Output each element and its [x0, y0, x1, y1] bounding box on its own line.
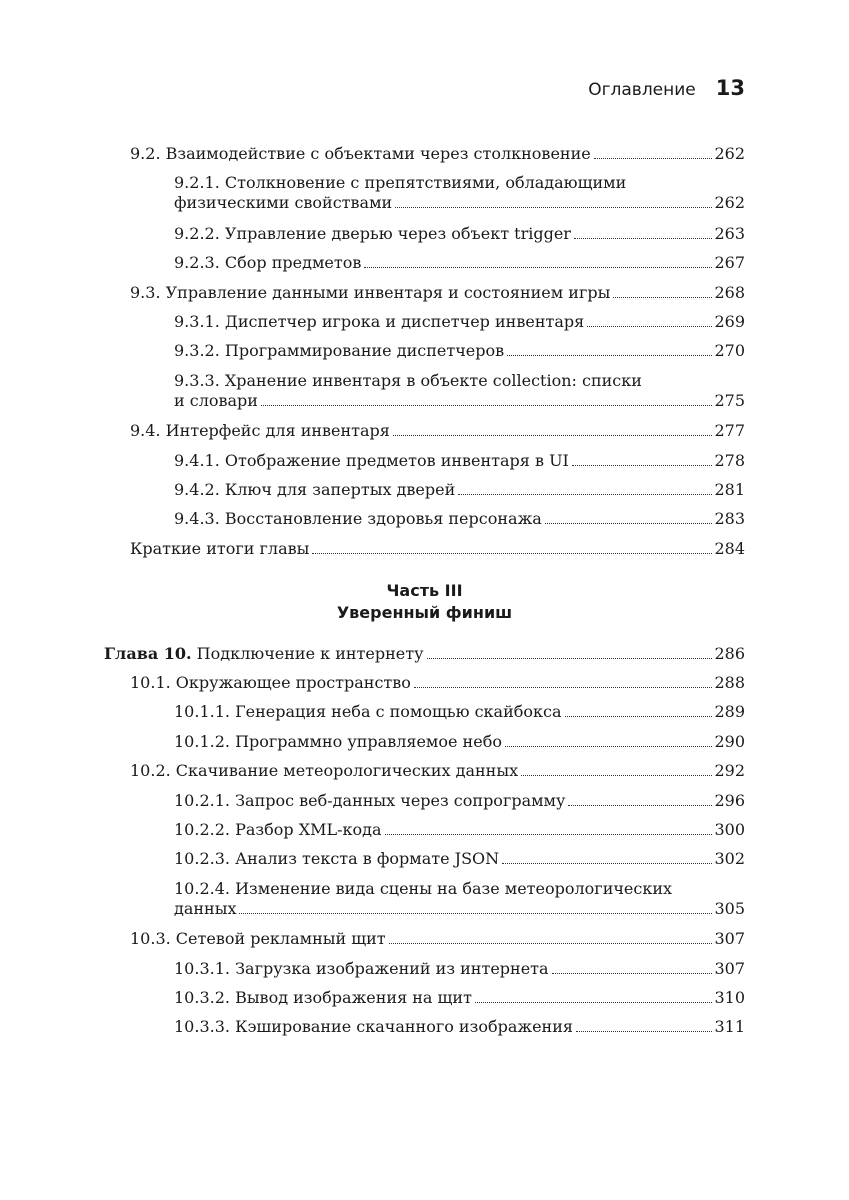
leader-dots — [458, 494, 712, 495]
toc-entry[interactable] — [174, 791, 745, 811]
leader-dots — [502, 863, 712, 864]
page-ref: 307 — [714, 958, 745, 978]
entry-title: физическими свойствами — [174, 193, 393, 213]
leader-dots — [552, 973, 713, 974]
entry-title: 9.4.3. Восстановление здоровья персонажа — [174, 509, 542, 529]
page-ref: 288 — [714, 673, 745, 692]
leader-dots — [613, 297, 712, 298]
leader-dots — [505, 746, 713, 747]
page-ref: 267 — [714, 253, 745, 273]
page-ref: 307 — [714, 929, 745, 949]
entry-title: 10.2. Скачивание метеорологических данных — [130, 761, 519, 781]
toc-entry[interactable] — [174, 253, 745, 273]
entry-title: 9.3.1. Диспетчер игрока и диспетчер инвентаря — [174, 312, 585, 331]
leader-dots — [568, 805, 712, 806]
leader-dots — [521, 775, 712, 776]
page-ref: 292 — [714, 761, 745, 781]
toc-entry[interactable] — [174, 451, 745, 471]
entry-title: 9.2. Взаимодействие с объектами через столкновение — [130, 144, 591, 163]
toc-entry[interactable] — [130, 421, 745, 441]
part-label: Часть III — [386, 581, 463, 600]
page-ref: 302 — [714, 849, 745, 869]
toc-entry[interactable] — [174, 371, 745, 411]
toc-entry[interactable] — [130, 761, 745, 781]
leader-dots — [507, 355, 712, 356]
entry-title: 9.3.2. Программирование диспетчеров — [174, 341, 505, 361]
page-ref: 305 — [714, 898, 745, 918]
entry-title: 9.2.2. Управление дверью через объект trigger — [174, 223, 571, 243]
part-heading — [0, 580, 849, 624]
leader-dots — [312, 553, 712, 554]
page-ref: 277 — [714, 421, 745, 441]
leader-dots — [393, 435, 713, 436]
toc-entry[interactable] — [130, 539, 745, 559]
leader-dots — [385, 834, 713, 835]
toc-entry[interactable] — [130, 283, 745, 303]
leader-dots — [576, 1031, 712, 1032]
toc-entry[interactable] — [174, 341, 745, 361]
page-ref: 281 — [714, 480, 745, 499]
toc-entry[interactable] — [130, 673, 745, 693]
leader-dots — [395, 207, 712, 208]
running-header — [588, 76, 745, 100]
entry-title: 10.1.1. Генерация неба с помощью скайбокса — [174, 702, 562, 722]
entry-title: 10.3.3. Кэширование скачанного изображения — [174, 1017, 573, 1037]
page-number: 13 — [715, 76, 745, 100]
page-ref: 278 — [714, 450, 745, 470]
page-ref: 263 — [714, 223, 745, 243]
entry-title: данных — [174, 898, 237, 918]
toc-entry[interactable] — [174, 480, 745, 500]
leader-dots — [572, 465, 713, 466]
entry-title: 10.2.3. Анализ текста в формате JSON — [174, 849, 500, 869]
entry-title-line-1: 9.2.1. Столкновение с препятствиями, обладающими — [174, 173, 627, 193]
entry-title: 10.1. Окружающее пространство — [130, 673, 411, 692]
page-ref: 311 — [714, 1017, 745, 1037]
leader-dots — [594, 158, 713, 159]
page-ref: 283 — [714, 509, 745, 529]
page-ref: 300 — [714, 820, 745, 839]
leader-dots — [427, 658, 713, 659]
page-ref: 286 — [714, 644, 745, 663]
toc-entry[interactable] — [174, 509, 745, 529]
page-ref: 284 — [714, 538, 745, 558]
leader-dots — [261, 405, 712, 406]
toc-entry[interactable] — [174, 879, 745, 919]
page-ref: 296 — [714, 790, 745, 810]
page-ref: 262 — [714, 193, 745, 213]
toc-entry[interactable] — [130, 144, 745, 164]
page-ref: 289 — [714, 702, 745, 722]
toc-entry[interactable] — [174, 988, 745, 1008]
chapter-entry[interactable] — [104, 644, 745, 664]
chapter-number: Глава 10. — [104, 644, 192, 663]
entry-title: 10.3.2. Вывод изображения на щит — [174, 988, 472, 1007]
leader-dots — [545, 523, 713, 524]
toc-entry[interactable] — [174, 702, 745, 722]
leader-dots — [587, 326, 712, 327]
entry-title: 9.4.2. Ключ для запертых дверей — [174, 480, 456, 499]
toc-entry[interactable] — [174, 820, 745, 840]
part-title: Уверенный финиш — [336, 603, 513, 622]
entry-title: 9.4.1. Отображение предметов инвентаря в UI — [174, 450, 569, 470]
leader-dots — [475, 1002, 713, 1003]
entry-title: 9.3. Управление данными инвентаря и состоянием игры — [130, 282, 611, 302]
entry-title: 9.2.3. Сбор предметов — [174, 253, 362, 273]
leader-dots — [364, 267, 712, 268]
page-ref: 290 — [714, 731, 745, 751]
toc-entry[interactable] — [174, 732, 745, 752]
toc-entry[interactable] — [174, 849, 745, 869]
leader-dots — [389, 943, 713, 944]
toc-entry[interactable] — [174, 224, 745, 244]
toc-entry[interactable] — [174, 312, 745, 332]
entry-title: 10.3. Сетевой рекламный щит — [130, 929, 386, 949]
page-ref: 270 — [714, 341, 745, 361]
page-ref: 275 — [714, 390, 745, 410]
toc-entry[interactable] — [130, 929, 745, 949]
toc-entry[interactable] — [174, 1017, 745, 1037]
entry-title: 10.2.1. Запрос веб-данных через сопрограмму — [174, 790, 566, 810]
entry-title: 9.4. Интерфейс для инвентаря — [130, 421, 390, 441]
entry-title: и словари — [174, 390, 258, 410]
page-ref: 268 — [714, 282, 745, 302]
leader-dots — [574, 238, 713, 239]
page-ref: 262 — [714, 144, 745, 163]
page-ref: 310 — [714, 988, 745, 1007]
entry-title: 10.2.2. Разбор XML-кода — [174, 820, 382, 839]
header-title: Оглавление — [588, 80, 696, 100]
entry-title: Краткие итоги главы — [130, 538, 310, 558]
entry-title-line-1: 9.3.3. Хранение инвентаря в объекте collection: списки — [174, 370, 642, 390]
chapter-title: Подключение к интернету — [191, 644, 424, 663]
entry-title: 10.3.1. Загрузка изображений из интернета — [174, 958, 549, 978]
toc-entry[interactable] — [174, 959, 745, 979]
leader-dots — [565, 716, 713, 717]
toc-entry[interactable] — [174, 173, 745, 213]
page-ref: 269 — [714, 312, 745, 331]
leader-dots — [414, 687, 713, 688]
entry-title-line-1: 10.2.4. Изменение вида сцены на базе метеорологических — [174, 878, 673, 898]
entry-title: 10.1.2. Программно управляемое небо — [174, 731, 502, 751]
leader-dots — [239, 913, 712, 914]
